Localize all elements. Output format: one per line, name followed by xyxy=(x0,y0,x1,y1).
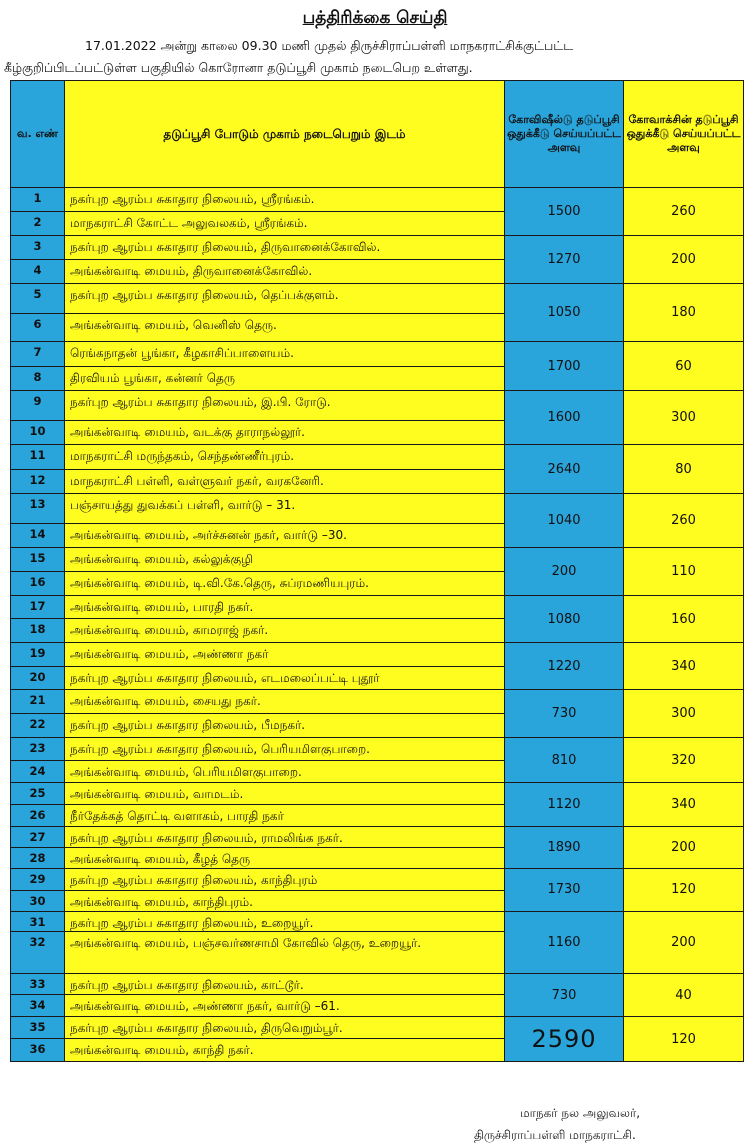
serial-number: 35 xyxy=(11,1017,65,1039)
signature-title: மாநகர் நல அலுவலர், xyxy=(520,1106,641,1120)
serial-number: 14 xyxy=(11,524,65,548)
covishield-allocation: 1500 xyxy=(505,188,624,236)
covaxin-allocation: 320 xyxy=(624,738,744,783)
camp-location: அங்கன்வாடி மையம், காந்தி நகர். xyxy=(65,1039,505,1062)
table-row xyxy=(11,690,744,714)
serial-number: 27 xyxy=(11,827,65,848)
camp-location: அங்கன்வாடி மையம், பாரதி நகர். xyxy=(65,596,505,619)
table-row xyxy=(11,1017,744,1039)
header-covishield: கோவிஷீல்டு தடுப்பூசி ஒதுக்கீடு செய்யப்பட்ட அளவு xyxy=(505,81,624,188)
covaxin-allocation: 260 xyxy=(624,494,744,548)
covishield-allocation: 730 xyxy=(505,974,624,1017)
camp-location: பஞ்சாயத்து துவக்கப் பள்ளி, வார்டு – 31. xyxy=(65,494,505,524)
serial-number: 3 xyxy=(11,236,65,260)
serial-number: 29 xyxy=(11,869,65,891)
covaxin-allocation: 60 xyxy=(624,342,744,391)
camp-location: அங்கன்வாடி மையம், வடக்கு தாராநல்லூர். xyxy=(65,421,505,445)
table-body xyxy=(11,188,744,1062)
camp-location: நீர்தேக்கத் தொட்டி வளாகம், பாரதி நகர் xyxy=(65,805,505,827)
serial-number: 21 xyxy=(11,690,65,714)
covishield-allocation: 1890 xyxy=(505,827,624,869)
camp-location: அங்கன்வாடி மையம், திருவானைக்கோவில். xyxy=(65,260,505,284)
camp-location: நகர்புற ஆரம்ப சுகாதார நிலையம், திருவெறும்பூர். xyxy=(65,1017,505,1039)
covaxin-allocation: 260 xyxy=(624,188,744,236)
vaccination-camp-table xyxy=(10,80,744,1062)
serial-number: 9 xyxy=(11,391,65,421)
covaxin-allocation: 120 xyxy=(624,1017,744,1062)
covaxin-allocation: 200 xyxy=(624,827,744,869)
camp-location: நகர்புற ஆரம்ப சுகாதார நிலையம், ஸ்ரீரங்கம். xyxy=(65,188,505,212)
camp-location: நகர்புற ஆரம்ப சுகாதார நிலையம், இ.பி. ரோடு. xyxy=(65,391,505,421)
press-release-title: பத்திரிக்கை செய்தி xyxy=(302,8,448,28)
covaxin-allocation: 180 xyxy=(624,284,744,342)
camp-location: மாநகராட்சி மருந்தகம், செந்தண்ணீர்புரம். xyxy=(65,445,505,470)
camp-location: அங்கன்வாடி மையம், அண்ணா நகர் xyxy=(65,643,505,667)
camp-location: நகர்புற ஆரம்ப சுகாதார நிலையம், ராமலிங்க நகர். xyxy=(65,827,505,848)
table-row xyxy=(11,494,744,524)
camp-location: நகர்புற ஆரம்ப சுகாதார நிலையம், காட்டூர். xyxy=(65,974,505,995)
camp-location: நகர்புற ஆரம்ப சுகாதார நிலையம், காந்திபுரம் xyxy=(65,869,505,891)
camp-location: அங்கன்வாடி மையம், வெனிஸ் தெரு. xyxy=(65,314,505,342)
camp-location: நகர்புற ஆரம்ப சுகாதார நிலையம், திருவானைக்கோவில். xyxy=(65,236,505,260)
intro-line-1: 17.01.2022 அன்று காலை 09.30 மணி முதல் திருச்சிராப்பள்ளி மாநகராட்சிக்குட்பட்ட xyxy=(85,38,574,53)
header-location: தடுப்பூசி போடும் முகாம் நடைபெறும் இடம் xyxy=(65,81,505,188)
serial-number: 26 xyxy=(11,805,65,827)
camp-location: அங்கன்வாடி மையம், டி.வி.கே.தெரு, சுப்ரமணியபுரம். xyxy=(65,572,505,596)
covaxin-allocation: 110 xyxy=(624,548,744,596)
serial-number: 4 xyxy=(11,260,65,284)
serial-number: 33 xyxy=(11,974,65,995)
serial-number: 19 xyxy=(11,643,65,667)
camp-location: அங்கன்வாடி மையம், வாமடம். xyxy=(65,783,505,805)
covishield-allocation: 1220 xyxy=(505,643,624,690)
serial-number: 31 xyxy=(11,911,65,932)
serial-number: 12 xyxy=(11,470,65,494)
camp-location: அங்கன்வாடி மையம், அர்ச்சுனன் நகர், வார்டு –30. xyxy=(65,524,505,548)
table-header-row xyxy=(11,81,744,188)
camp-location: அங்கன்வாடி மையம், கீழத் தெரு xyxy=(65,848,505,869)
serial-number: 17 xyxy=(11,596,65,619)
serial-number: 13 xyxy=(11,494,65,524)
table-row xyxy=(11,974,744,995)
covishield-allocation: 1160 xyxy=(505,911,624,974)
camp-location: ரெங்கநாதன் பூங்கா, கீழகாசிப்பாளையம். xyxy=(65,342,505,367)
table-row xyxy=(11,284,744,314)
camp-location: அங்கன்வாடி மையம், பெரியமிளகுபாறை. xyxy=(65,761,505,783)
table-row xyxy=(11,342,744,367)
camp-location: நகர்புற ஆரம்ப சுகாதார நிலையம், பீமநகர். xyxy=(65,714,505,738)
serial-number: 36 xyxy=(11,1039,65,1062)
table-row xyxy=(11,783,744,805)
covaxin-allocation: 200 xyxy=(624,236,744,284)
table-row xyxy=(11,548,744,572)
covaxin-allocation: 40 xyxy=(624,974,744,1017)
serial-number: 10 xyxy=(11,421,65,445)
serial-number: 5 xyxy=(11,284,65,314)
camp-location: அங்கன்வாடி மையம், கல்லுக்குழி xyxy=(65,548,505,572)
covishield-allocation: 1700 xyxy=(505,342,624,391)
covishield-allocation: 1600 xyxy=(505,391,624,445)
table-row xyxy=(11,738,744,761)
covishield-allocation: 200 xyxy=(505,548,624,596)
camp-location: நகர்புற ஆரம்ப சுகாதார நிலையம், பெரியமிளகுபாறை. xyxy=(65,738,505,761)
table-row xyxy=(11,911,744,932)
covaxin-allocation: 80 xyxy=(624,445,744,494)
table-row xyxy=(11,596,744,619)
camp-location: அங்கன்வாடி மையம், அண்ணா நகர், வார்டு –61. xyxy=(65,995,505,1017)
serial-number: 2 xyxy=(11,212,65,236)
serial-number: 22 xyxy=(11,714,65,738)
serial-number: 28 xyxy=(11,848,65,869)
covishield-allocation: 1080 xyxy=(505,596,624,643)
table-row xyxy=(11,643,744,667)
serial-number: 23 xyxy=(11,738,65,761)
serial-number: 1 xyxy=(11,188,65,212)
header-covaxin: கோவாக்சின் தடுப்பூசி ஒதுக்கீடு செய்யப்பட்ட அளவு xyxy=(624,81,744,188)
covaxin-allocation: 200 xyxy=(624,911,744,974)
serial-number: 24 xyxy=(11,761,65,783)
camp-location: அங்கன்வாடி மையம், பஞ்சவர்ணசாமி கோவில் தெரு, உறையூர். xyxy=(65,932,505,974)
serial-number: 6 xyxy=(11,314,65,342)
serial-number: 15 xyxy=(11,548,65,572)
covaxin-allocation: 340 xyxy=(624,783,744,827)
serial-number: 11 xyxy=(11,445,65,470)
serial-number: 32 xyxy=(11,932,65,974)
serial-number: 34 xyxy=(11,995,65,1017)
vaccination-camp-table-wrapper xyxy=(10,80,743,1082)
covishield-allocation: 2640 xyxy=(505,445,624,494)
camp-location: திரவியம் பூங்கா, கன்னர் தெரு xyxy=(65,367,505,391)
covaxin-allocation: 300 xyxy=(624,391,744,445)
serial-number: 8 xyxy=(11,367,65,391)
serial-number: 16 xyxy=(11,572,65,596)
camp-location: அங்கன்வாடி மையம், சையது நகர். xyxy=(65,690,505,714)
serial-number: 20 xyxy=(11,667,65,690)
table-row xyxy=(11,188,744,212)
serial-number: 30 xyxy=(11,891,65,912)
covishield-allocation: 730 xyxy=(505,690,624,738)
header-serial: வ. எண் xyxy=(11,81,65,188)
camp-location: மாநகராட்சி பள்ளி, வள்ளுவர் நகர், வரகனேரி. xyxy=(65,470,505,494)
covishield-allocation: 1120 xyxy=(505,783,624,827)
intro-line-2: கீழ்குறிப்பிடப்பட்டுள்ள பகுதியில் கொரோனா தடுப்பூசி முகாம் நடைபெற உள்ளது. xyxy=(4,60,473,75)
camp-location: அங்கன்வாடி மையம், காந்திபுரம். xyxy=(65,891,505,912)
camp-location: மாநகராட்சி கோட்ட அலுவலகம், ஸ்ரீரங்கம். xyxy=(65,212,505,236)
camp-location: நகர்புற ஆரம்ப சுகாதார நிலையம், எடமலைப்பட்டி புதூர் xyxy=(65,667,505,690)
camp-location: அங்கன்வாடி மையம், காமராஜ் நகர். xyxy=(65,619,505,643)
covaxin-allocation: 120 xyxy=(624,869,744,912)
covishield-allocation: 1730 xyxy=(505,869,624,912)
camp-location: நகர்புற ஆரம்ப சுகாதார நிலையம், தெப்பக்குளம். xyxy=(65,284,505,314)
camp-location: நகர்புற ஆரம்ப சுகாதார நிலையம், உறையூர். xyxy=(65,911,505,932)
covishield-allocation: 1270 xyxy=(505,236,624,284)
table-row xyxy=(11,236,744,260)
serial-number: 7 xyxy=(11,342,65,367)
signature-office: திருச்சிராப்பள்ளி மாநகராட்சி. xyxy=(474,1128,636,1142)
table-row xyxy=(11,827,744,848)
covishield-allocation: 1040 xyxy=(505,494,624,548)
covaxin-allocation: 160 xyxy=(624,596,744,643)
covaxin-allocation: 340 xyxy=(624,643,744,690)
serial-number: 25 xyxy=(11,783,65,805)
covishield-allocation: 810 xyxy=(505,738,624,783)
table-row xyxy=(11,445,744,470)
serial-number: 18 xyxy=(11,619,65,643)
covishield-allocation: 1050 xyxy=(505,284,624,342)
table-row xyxy=(11,391,744,421)
covaxin-allocation: 300 xyxy=(624,690,744,738)
table-row xyxy=(11,869,744,891)
covishield-allocation: 2590 xyxy=(505,1017,624,1062)
